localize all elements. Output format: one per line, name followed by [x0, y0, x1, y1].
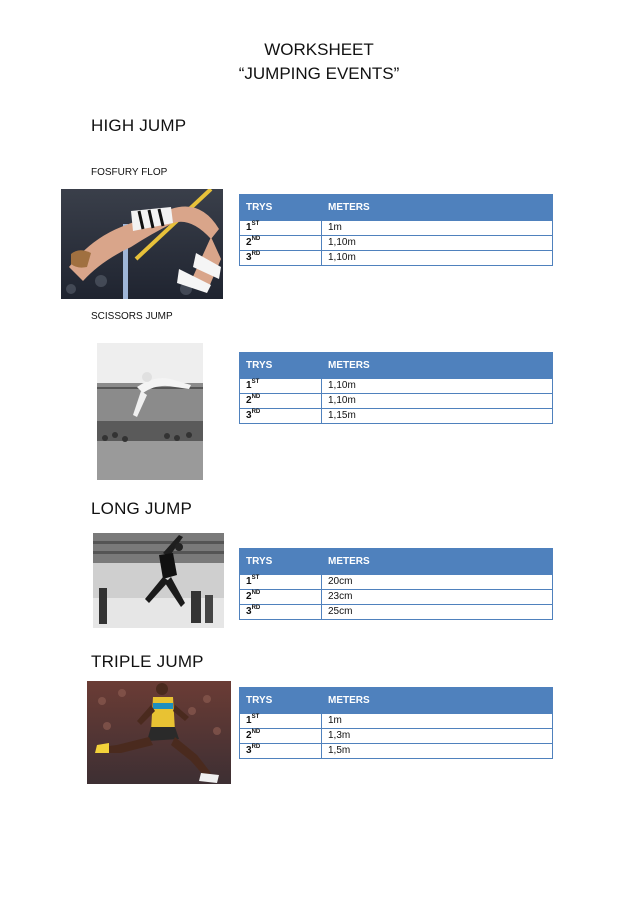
col-meters-header: METERS [322, 353, 553, 379]
table-row [240, 590, 553, 605]
heading-high-jump: HIGH JUMP [91, 116, 187, 135]
table-row [240, 236, 553, 251]
meters-cell: 1,10m [322, 251, 553, 266]
col-trys-header: TRYS [240, 195, 322, 221]
table-header-row [240, 353, 553, 379]
try-cell: 3RD [240, 744, 322, 759]
table-row [240, 744, 553, 759]
try-cell: 1ST [240, 575, 322, 590]
table-row [240, 714, 553, 729]
meters-cell: 1,10m [322, 379, 553, 394]
try-cell: 2ND [240, 729, 322, 744]
meters-cell: 1,15m [322, 409, 553, 424]
table-row [240, 729, 553, 744]
table-row [240, 605, 553, 620]
fosbury-results-table [239, 194, 553, 266]
meters-cell: 25cm [322, 605, 553, 620]
scissors-jump-photo [97, 343, 203, 480]
col-meters-header: METERS [322, 688, 553, 714]
fosbury-flop-photo [61, 189, 223, 299]
meters-cell: 1,3m [322, 729, 553, 744]
table-header-row [240, 549, 553, 575]
try-cell: 1ST [240, 379, 322, 394]
table-row [240, 221, 553, 236]
meters-cell: 20cm [322, 575, 553, 590]
try-cell: 2ND [240, 394, 322, 409]
meters-cell: 1,5m [322, 744, 553, 759]
title-line-2: “JUMPING EVENTS” [238, 64, 400, 83]
heading-long-jump: LONG JUMP [91, 499, 192, 518]
table-row [240, 251, 553, 266]
table-row [240, 575, 553, 590]
triple-jump-photo [87, 681, 231, 784]
try-cell: 1ST [240, 714, 322, 729]
meters-cell: 1m [322, 221, 553, 236]
scissors-results-table [239, 352, 553, 424]
subheading-fosbury-flop: FOSFURY FLOP [91, 167, 168, 178]
col-trys-header: TRYS [240, 688, 322, 714]
col-trys-header: TRYS [240, 549, 322, 575]
col-meters-header: METERS [322, 549, 553, 575]
subheading-scissors-jump: SCISSORS JUMP [91, 311, 173, 322]
col-meters-header: METERS [322, 195, 553, 221]
table-header-row [240, 688, 553, 714]
meters-cell: 1m [322, 714, 553, 729]
col-trys-header: TRYS [240, 353, 322, 379]
try-cell: 3RD [240, 605, 322, 620]
triple-jump-results-table [239, 687, 553, 759]
worksheet-title [0, 38, 638, 86]
meters-cell: 1,10m [322, 394, 553, 409]
try-cell: 2ND [240, 236, 322, 251]
long-jump-results-table [239, 548, 553, 620]
try-cell: 2ND [240, 590, 322, 605]
try-cell: 3RD [240, 409, 322, 424]
meters-cell: 23cm [322, 590, 553, 605]
table-header-row [240, 195, 553, 221]
meters-cell: 1,10m [322, 236, 553, 251]
long-jump-photo [93, 533, 224, 628]
table-row [240, 379, 553, 394]
try-cell: 3RD [240, 251, 322, 266]
heading-triple-jump: TRIPLE JUMP [91, 652, 204, 671]
table-row [240, 409, 553, 424]
table-row [240, 394, 553, 409]
title-line-1: WORKSHEET [264, 40, 374, 59]
try-cell: 1ST [240, 221, 322, 236]
